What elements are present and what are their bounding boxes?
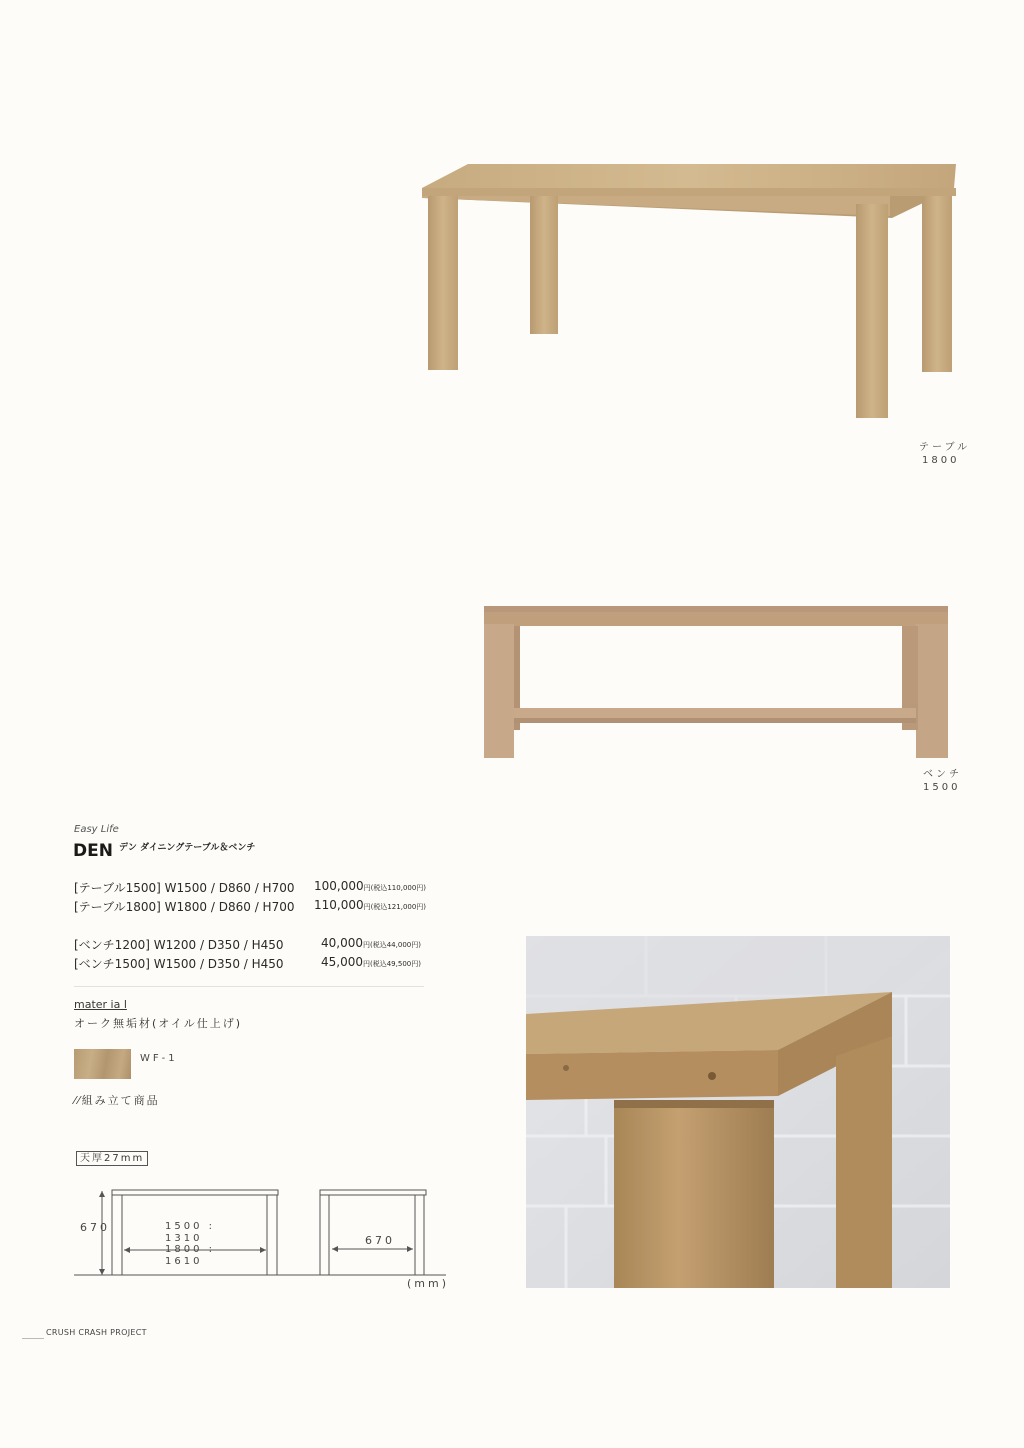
brand-label: Easy Life <box>74 824 119 835</box>
inner-b: 1610 <box>165 1255 203 1267</box>
spec-price-value: 110,000 <box>314 898 364 912</box>
bench-caption-name: ベンチ <box>923 769 962 780</box>
table-caption-size: 1800 <box>922 455 960 466</box>
spec-price <box>314 879 426 893</box>
spec-price-value: 45,000 <box>321 955 363 969</box>
product-subtitle: デン ダイニングテーブル＆ベンチ <box>119 843 256 853</box>
spec-row <box>74 955 284 972</box>
spec-size: W1800 / D860 / H700 <box>164 900 295 914</box>
spec-model: [ベンチ1200] <box>74 938 150 952</box>
spec-row <box>74 898 294 915</box>
assembly-note <box>74 1092 160 1108</box>
width-b: 1800 : <box>165 1244 215 1255</box>
depth-dimension: 670 <box>365 1234 395 1247</box>
divider <box>74 986 424 987</box>
bench-photo <box>482 604 952 760</box>
spec-size: W1500 / D350 / H450 <box>153 957 284 971</box>
spec-price-tax: 円(税込49,500円) <box>363 960 421 968</box>
footer-brand: CRUSH CRASH PROJECT <box>46 1328 147 1337</box>
corner-detail-photo <box>526 936 950 1288</box>
spec-row <box>74 879 294 896</box>
spec-price-tax: 円(税込121,000円) <box>363 903 427 911</box>
spec-model: [テーブル1800] <box>74 900 161 914</box>
product-name: DEN <box>73 841 113 861</box>
top-thickness-label: 天厚27mm <box>76 1151 148 1166</box>
table-caption-name: テーブル <box>919 442 971 453</box>
height-dimension: 670 <box>80 1221 110 1234</box>
inner-a: 1310 <box>165 1232 203 1244</box>
width-dimensions <box>165 1221 215 1267</box>
spec-row <box>74 936 284 953</box>
swatch-code: WF-1 <box>140 1053 178 1064</box>
spec-price-tax: 円(税込44,000円) <box>363 941 421 949</box>
spec-price-tax: 円(税込110,000円) <box>363 884 427 892</box>
material-label: mater ia l <box>74 998 127 1011</box>
dimension-drawing <box>70 1185 450 1280</box>
spec-price-value: 40,000 <box>321 936 363 950</box>
wrench-icon: ⁄⁄ <box>74 1094 82 1107</box>
spec-size: W1200 / D350 / H450 <box>153 938 284 952</box>
spec-model: [ベンチ1500] <box>74 957 150 971</box>
spec-model: [テーブル1500] <box>74 881 161 895</box>
table-photo <box>420 160 960 422</box>
spec-size: W1500 / D860 / H700 <box>164 881 295 895</box>
spec-price <box>321 955 421 969</box>
wood-swatch <box>74 1049 131 1079</box>
footer-rule <box>22 1338 44 1339</box>
width-a: 1500 : <box>165 1221 215 1232</box>
spec-price <box>314 898 426 912</box>
spec-price <box>321 936 421 950</box>
material-name: オーク無垢材(オイル仕上げ) <box>74 1017 243 1030</box>
unit-label: (mm) <box>407 1277 450 1290</box>
bench-caption-size: 1500 <box>923 782 961 793</box>
spec-price-value: 100,000 <box>314 879 364 893</box>
assembly-label: 組み立て商品 <box>81 1094 160 1107</box>
